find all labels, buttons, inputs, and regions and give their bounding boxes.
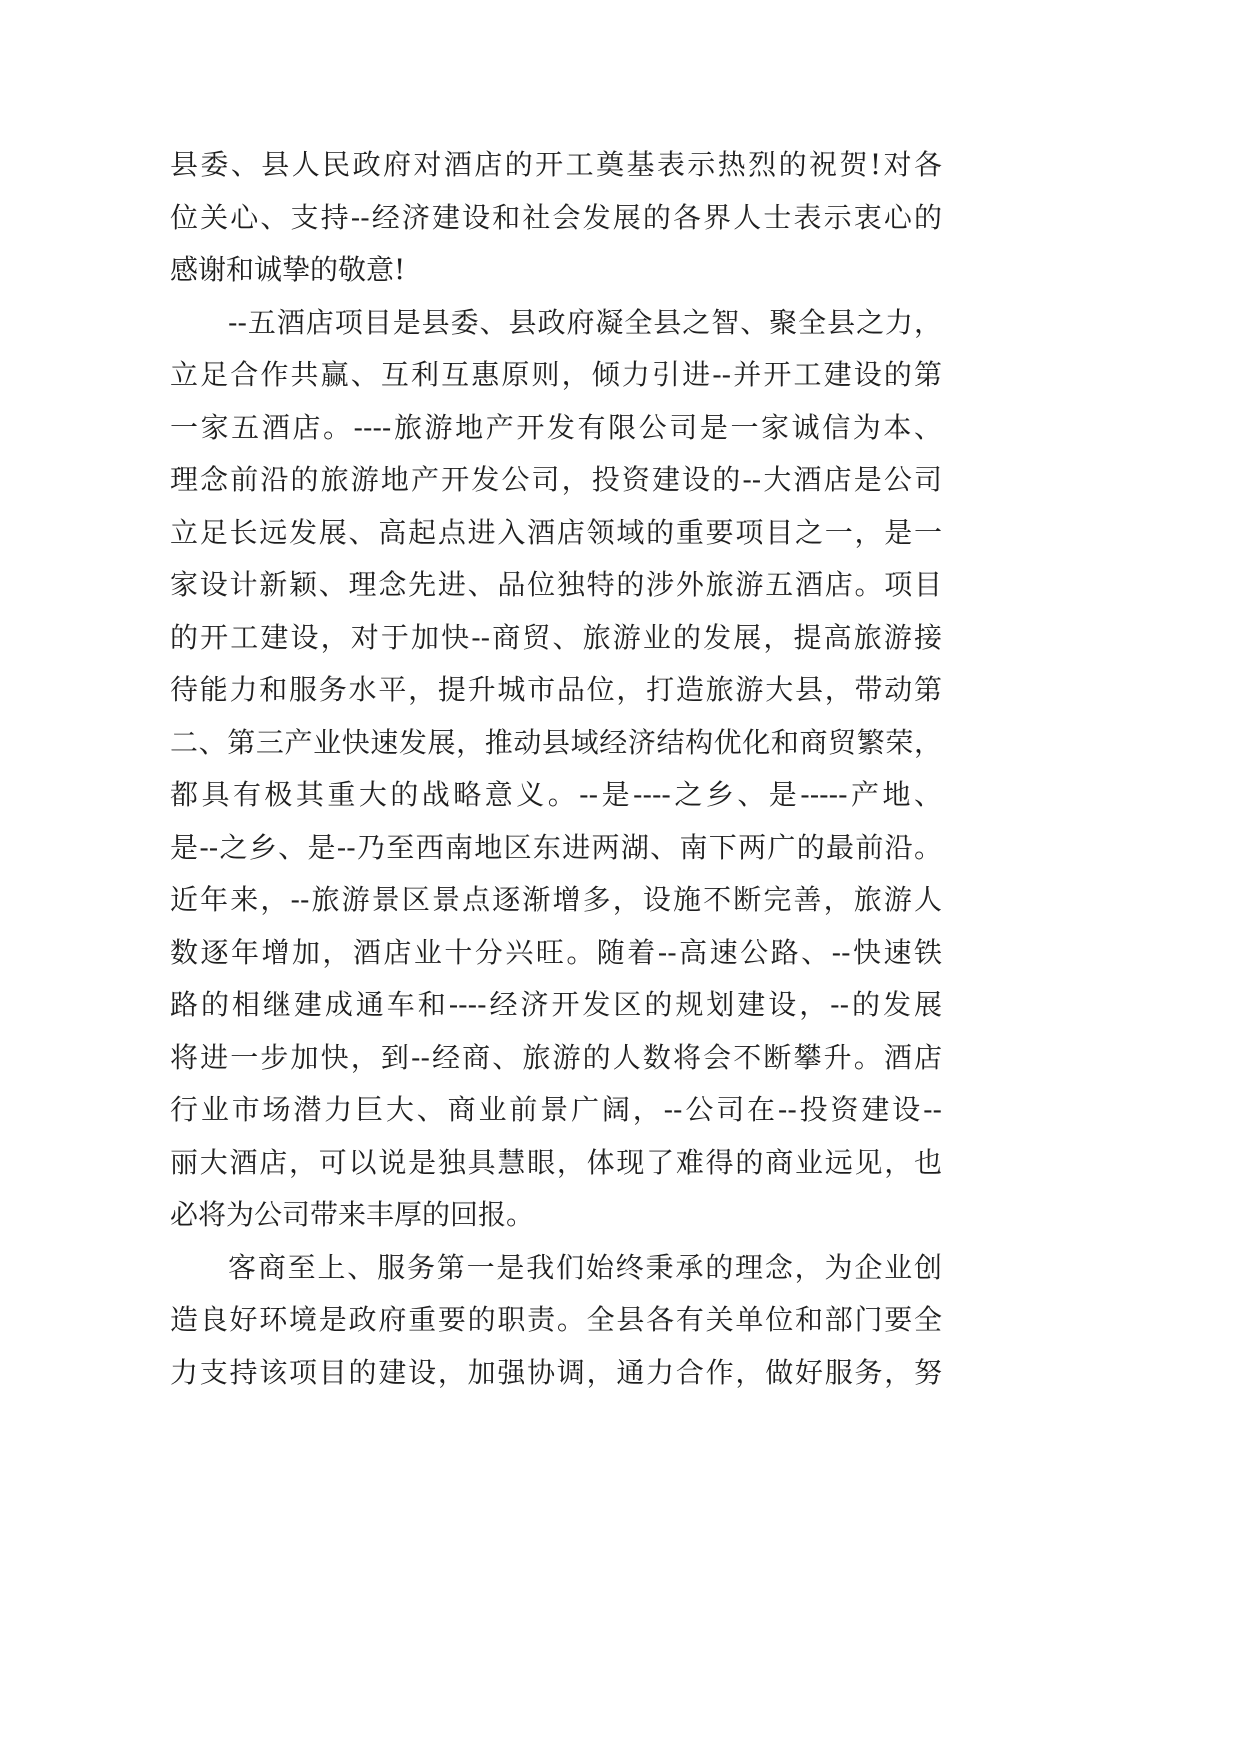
text-line: 理念前沿的旅游地产开发公司，投资建设的--大酒店是公司	[170, 463, 942, 496]
text-line: 立足长远发展、高起点进入酒店领域的重要项目之一，是一	[170, 515, 942, 549]
text-line: 的开工建设，对于加快--商贸、旅游业的发展，提高旅游接	[170, 620, 942, 654]
text-line: 数逐年增加，酒店业十分兴旺。随着--高速公路、--快速铁	[170, 935, 942, 969]
text-line: 家设计新颖、理念先进、品位独特的涉外旅游五酒店。项目	[170, 568, 942, 601]
text-line: 客商至上、服务第一是我们始终秉承的理念，为企业创	[228, 1250, 942, 1284]
text-line: 行业市场潜力巨大、商业前景广阔，--公司在--投资建设--	[170, 1093, 942, 1126]
text-line: 造良好环境是政府重要的职责。全县各有关单位和部门要全	[170, 1303, 942, 1336]
text-line: 感谢和诚挚的敬意!	[170, 253, 406, 286]
text-line: 路的相继建成通车和----经济开发区的规划建设，--的发展	[170, 988, 942, 1021]
text-line: 丽大酒店，可以说是独具慧眼，体现了难得的商业远见，也	[170, 1145, 942, 1179]
text-line: 位关心、支持--经济建设和社会发展的各界人士表示衷心的	[170, 200, 942, 234]
text-line: 力支持该项目的建设，加强协调，通力合作，做好服务，努	[170, 1355, 942, 1389]
paragraph-1	[170, 139, 942, 297]
text-line: 是--之乡、是--乃至西南地区东进两湖、南下两广的最前沿。	[170, 830, 942, 864]
text-line: 待能力和服务水平，提升城市品位，打造旅游大县，带动第	[170, 673, 942, 706]
text-line: 将进一步加快，到--经商、旅游的人数将会不断攀升。酒店	[170, 1040, 942, 1074]
text-line: 必将为公司带来丰厚的回报。	[170, 1198, 535, 1231]
text-line: 二、第三产业快速发展，推动县域经济结构优化和商贸繁荣，	[170, 725, 942, 759]
text-line: 都具有极其重大的战略意义。--是----之乡、是-----产地、	[170, 778, 942, 811]
text-line: 近年来，--旅游景区景点逐渐增多，设施不断完善，旅游人	[170, 883, 942, 916]
paragraph-2	[170, 297, 942, 1242]
text-line: --五酒店项目是县委、县政府凝全县之智、聚全县之力，	[228, 305, 942, 339]
document-body	[170, 139, 942, 1399]
paragraph-3	[170, 1242, 942, 1400]
text-line: 一家五酒店。----旅游地产开发有限公司是一家诚信为本、	[170, 410, 942, 444]
text-line: 立足合作共赢、互利互惠原则，倾力引进--并开工建设的第	[170, 358, 942, 391]
text-line: 县委、县人民政府对酒店的开工奠基表示热烈的祝贺!对各	[170, 148, 942, 181]
